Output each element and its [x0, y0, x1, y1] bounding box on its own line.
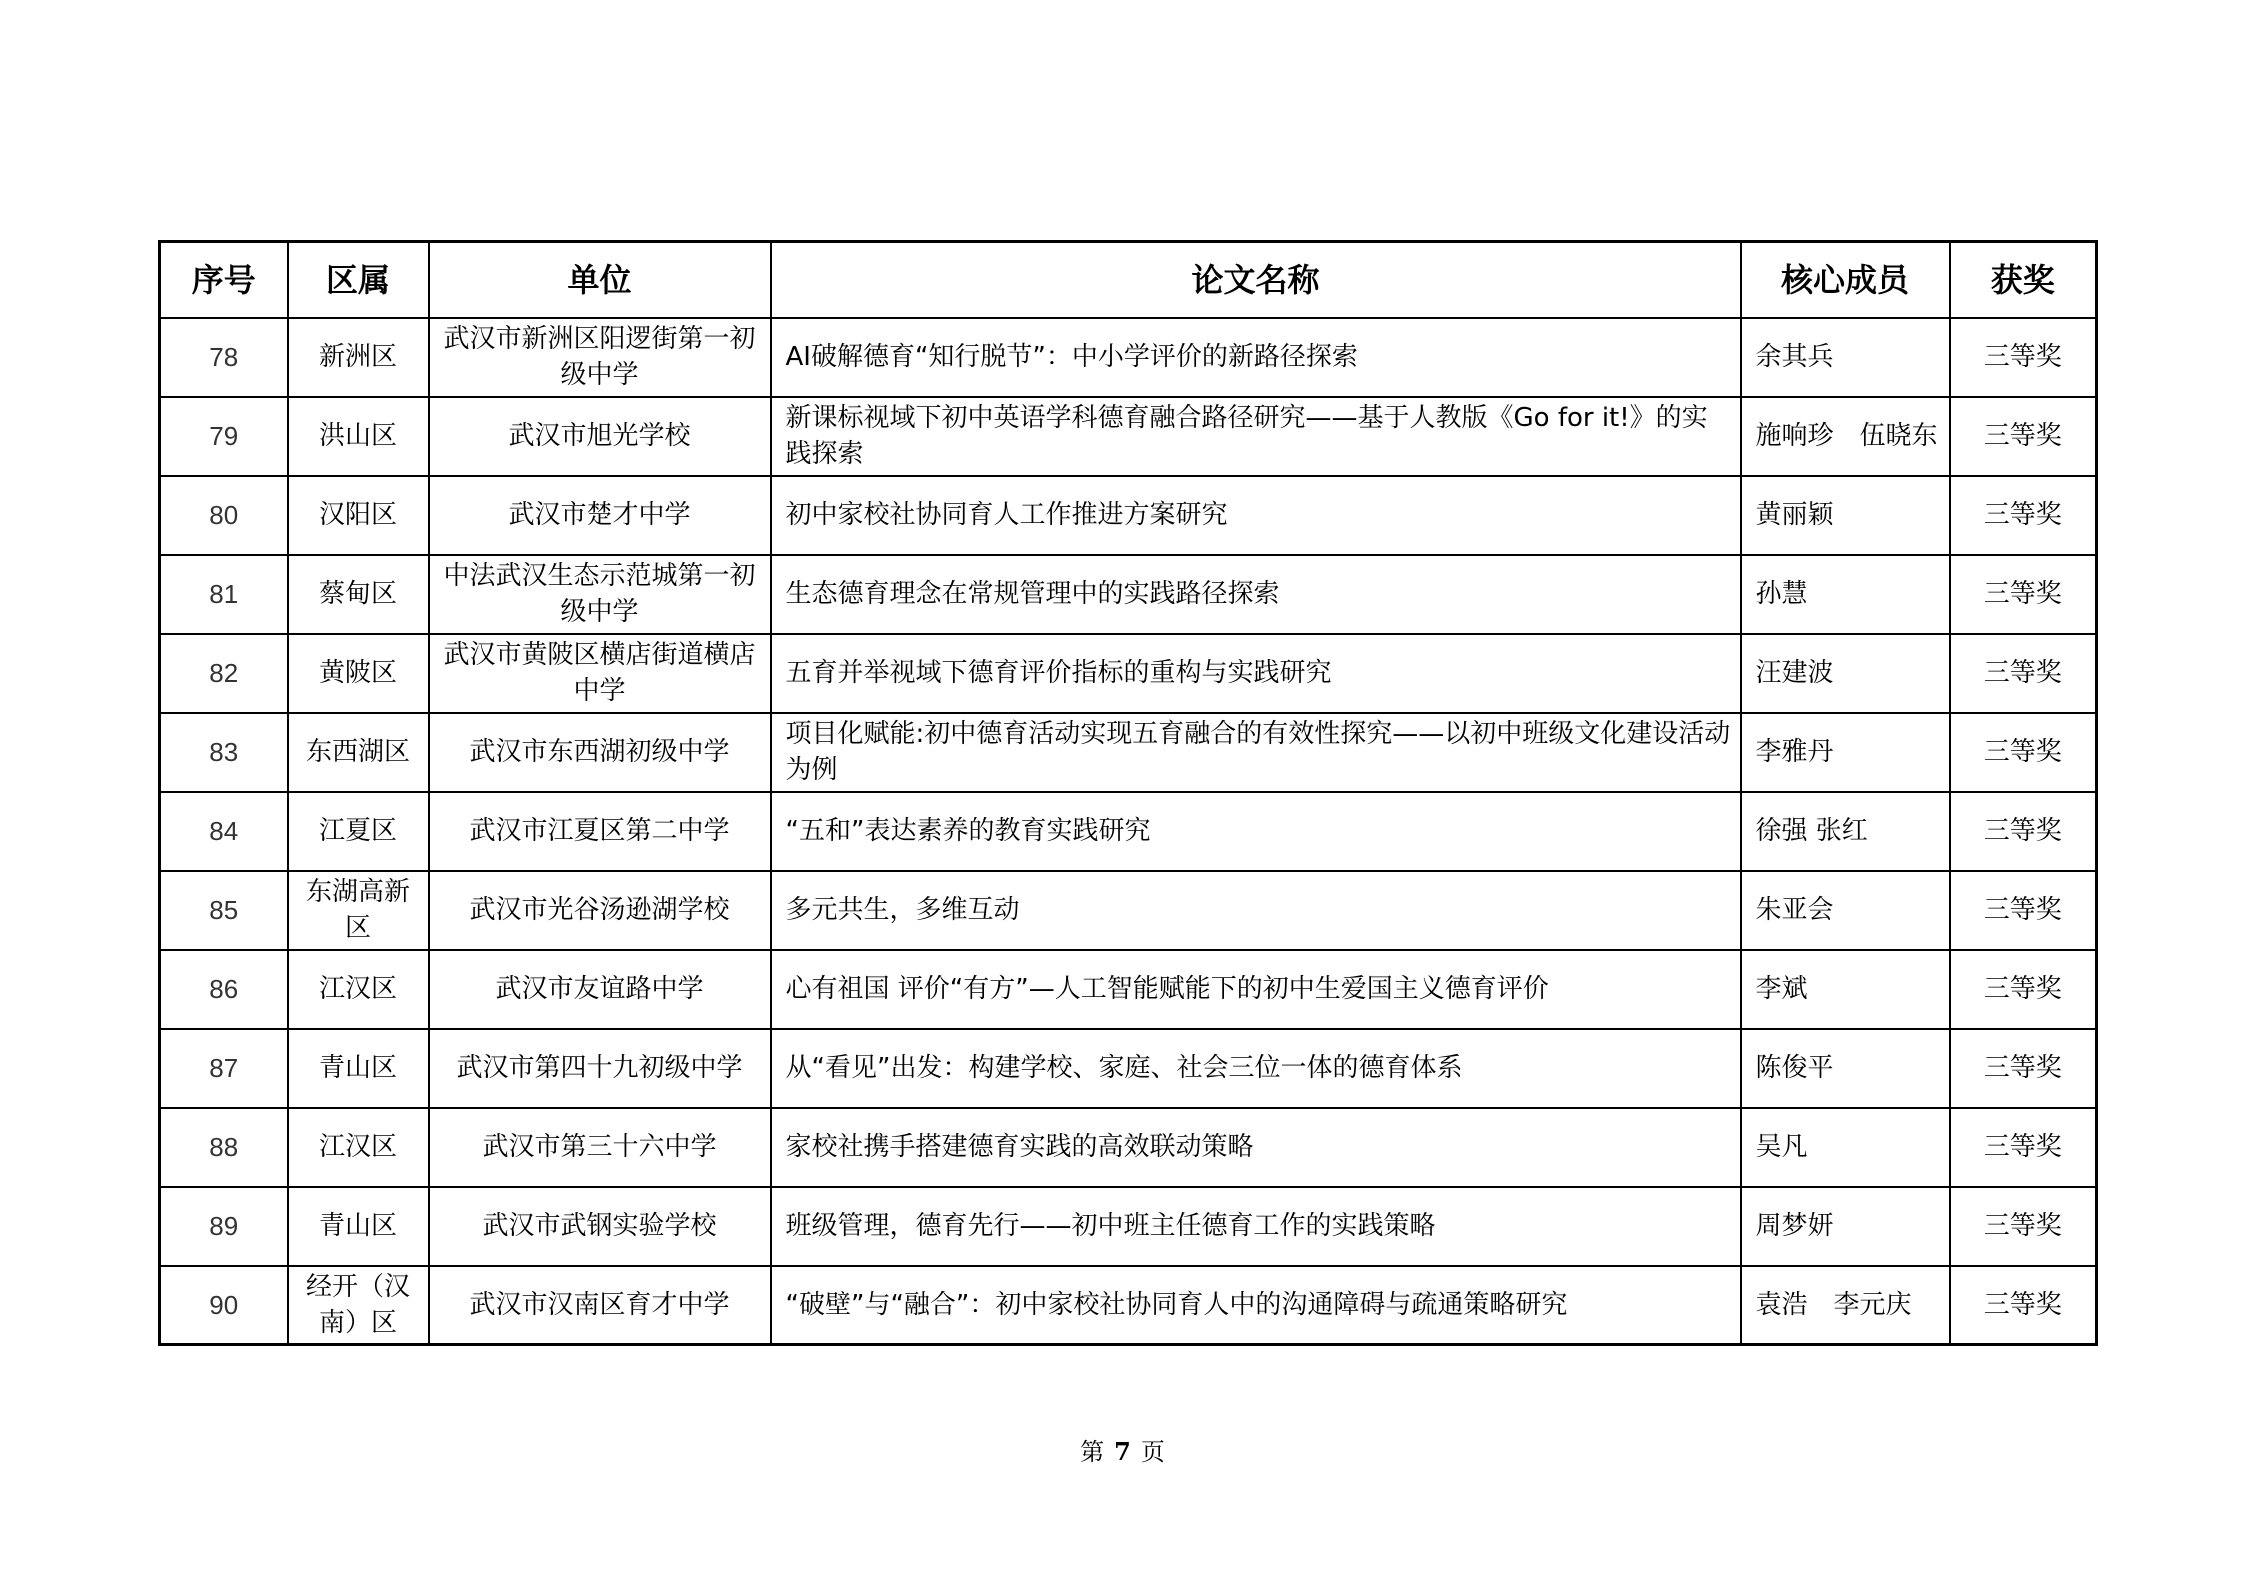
- table-row: [160, 871, 2097, 950]
- table-body: [160, 318, 2097, 1345]
- cell-unit: 武汉市新洲区阳逻街第一初级中学: [429, 318, 771, 397]
- header-district: 区属: [288, 242, 429, 318]
- cell-award: 三等奖: [1950, 792, 2097, 871]
- cell-award: 三等奖: [1950, 1108, 2097, 1187]
- cell-title: 家校社携手搭建德育实践的高效联动策略: [771, 1108, 1741, 1187]
- table-row: [160, 634, 2097, 713]
- cell-district: 东湖高新区: [288, 871, 429, 950]
- cell-award: 三等奖: [1950, 555, 2097, 634]
- cell-members: 朱亚会: [1741, 871, 1950, 950]
- cell-no: 90: [160, 1266, 288, 1345]
- cell-no: 88: [160, 1108, 288, 1187]
- page-number: 7: [1114, 1437, 1131, 1466]
- cell-title: 从“看见”出发：构建学校、家庭、社会三位一体的德育体系: [771, 1029, 1741, 1108]
- cell-no: 83: [160, 713, 288, 792]
- cell-members: 李雅丹: [1741, 713, 1950, 792]
- cell-members: 汪建波: [1741, 634, 1950, 713]
- cell-title: AI破解德育“知行脱节”：中小学评价的新路径探索: [771, 318, 1741, 397]
- cell-district: 江夏区: [288, 792, 429, 871]
- cell-district: 黄陂区: [288, 634, 429, 713]
- table-header: [160, 242, 2097, 318]
- cell-unit: 武汉市楚才中学: [429, 476, 771, 555]
- cell-title: “破壁”与“融合”：初中家校社协同育人中的沟通障碍与疏通策略研究: [771, 1266, 1741, 1345]
- cell-members: 周梦妍: [1741, 1187, 1950, 1266]
- header-members: 核心成员: [1741, 242, 1950, 318]
- header-unit: 单位: [429, 242, 771, 318]
- cell-no: 84: [160, 792, 288, 871]
- cell-award: 三等奖: [1950, 871, 2097, 950]
- table-row: [160, 1187, 2097, 1266]
- cell-award: 三等奖: [1950, 318, 2097, 397]
- cell-district: 新洲区: [288, 318, 429, 397]
- cell-title: 项目化赋能:初中德育活动实现五育融合的有效性探究——以初中班级文化建设活动为例: [771, 713, 1741, 792]
- cell-title: 初中家校社协同育人工作推进方案研究: [771, 476, 1741, 555]
- cell-members: 陈俊平: [1741, 1029, 1950, 1108]
- cell-unit: 武汉市江夏区第二中学: [429, 792, 771, 871]
- cell-no: 78: [160, 318, 288, 397]
- cell-members: 施响珍 伍晓东: [1741, 397, 1950, 476]
- table-row: [160, 792, 2097, 871]
- cell-title: 班级管理，德育先行——初中班主任德育工作的实践策略: [771, 1187, 1741, 1266]
- cell-unit: 武汉市武钢实验学校: [429, 1187, 771, 1266]
- cell-title: 生态德育理念在常规管理中的实践路径探索: [771, 555, 1741, 634]
- table-row: [160, 476, 2097, 555]
- cell-unit: 中法武汉生态示范城第一初级中学: [429, 555, 771, 634]
- cell-no: 87: [160, 1029, 288, 1108]
- page-footer: [0, 1432, 2245, 1467]
- cell-no: 79: [160, 397, 288, 476]
- footer-prefix: 第: [1080, 1438, 1105, 1466]
- cell-no: 81: [160, 555, 288, 634]
- table-row: [160, 397, 2097, 476]
- cell-award: 三等奖: [1950, 713, 2097, 792]
- cell-award: 三等奖: [1950, 1266, 2097, 1345]
- cell-members: 李斌: [1741, 950, 1950, 1029]
- award-list-table: [158, 240, 2098, 1346]
- table-row: [160, 1029, 2097, 1108]
- cell-district: 蔡甸区: [288, 555, 429, 634]
- cell-unit: 武汉市汉南区育才中学: [429, 1266, 771, 1345]
- cell-title: “五和”表达素养的教育实践研究: [771, 792, 1741, 871]
- cell-no: 80: [160, 476, 288, 555]
- cell-members: 徐强 张红: [1741, 792, 1950, 871]
- table-row: [160, 713, 2097, 792]
- cell-award: 三等奖: [1950, 950, 2097, 1029]
- cell-no: 86: [160, 950, 288, 1029]
- cell-district: 青山区: [288, 1187, 429, 1266]
- cell-district: 江汉区: [288, 950, 429, 1029]
- cell-district: 汉阳区: [288, 476, 429, 555]
- cell-no: 85: [160, 871, 288, 950]
- cell-unit: 武汉市友谊路中学: [429, 950, 771, 1029]
- cell-unit: 武汉市第四十九初级中学: [429, 1029, 771, 1108]
- cell-unit: 武汉市黄陂区横店街道横店中学: [429, 634, 771, 713]
- table-row: [160, 555, 2097, 634]
- cell-unit: 武汉市第三十六中学: [429, 1108, 771, 1187]
- header-title: 论文名称: [771, 242, 1741, 318]
- cell-members: 吴凡: [1741, 1108, 1950, 1187]
- cell-district: 东西湖区: [288, 713, 429, 792]
- table-row: [160, 1108, 2097, 1187]
- cell-title: 多元共生，多维互动: [771, 871, 1741, 950]
- cell-members: 孙慧: [1741, 555, 1950, 634]
- cell-title: 新课标视域下初中英语学科德育融合路径研究——基于人教版《Go for it!》的实践探索: [771, 397, 1741, 476]
- table-row: [160, 950, 2097, 1029]
- cell-unit: 武汉市东西湖初级中学: [429, 713, 771, 792]
- table-row: [160, 1266, 2097, 1345]
- cell-no: 89: [160, 1187, 288, 1266]
- cell-award: 三等奖: [1950, 1029, 2097, 1108]
- cell-district: 江汉区: [288, 1108, 429, 1187]
- cell-district: 青山区: [288, 1029, 429, 1108]
- cell-no: 82: [160, 634, 288, 713]
- cell-district: 洪山区: [288, 397, 429, 476]
- cell-district: 经开（汉南）区: [288, 1266, 429, 1345]
- cell-unit: 武汉市旭光学校: [429, 397, 771, 476]
- footer-suffix: 页: [1140, 1438, 1165, 1466]
- header-no: 序号: [160, 242, 288, 318]
- cell-members: 余其兵: [1741, 318, 1950, 397]
- cell-award: 三等奖: [1950, 397, 2097, 476]
- cell-unit: 武汉市光谷汤逊湖学校: [429, 871, 771, 950]
- cell-title: 心有祖国 评价“有方”—人工智能赋能下的初中生爱国主义德育评价: [771, 950, 1741, 1029]
- cell-members: 袁浩 李元庆: [1741, 1266, 1950, 1345]
- header-row: [160, 242, 2097, 318]
- header-award: 获奖: [1950, 242, 2097, 318]
- cell-title: 五育并举视域下德育评价指标的重构与实践研究: [771, 634, 1741, 713]
- cell-award: 三等奖: [1950, 1187, 2097, 1266]
- cell-award: 三等奖: [1950, 476, 2097, 555]
- cell-members: 黄丽颖: [1741, 476, 1950, 555]
- table-row: [160, 318, 2097, 397]
- cell-award: 三等奖: [1950, 634, 2097, 713]
